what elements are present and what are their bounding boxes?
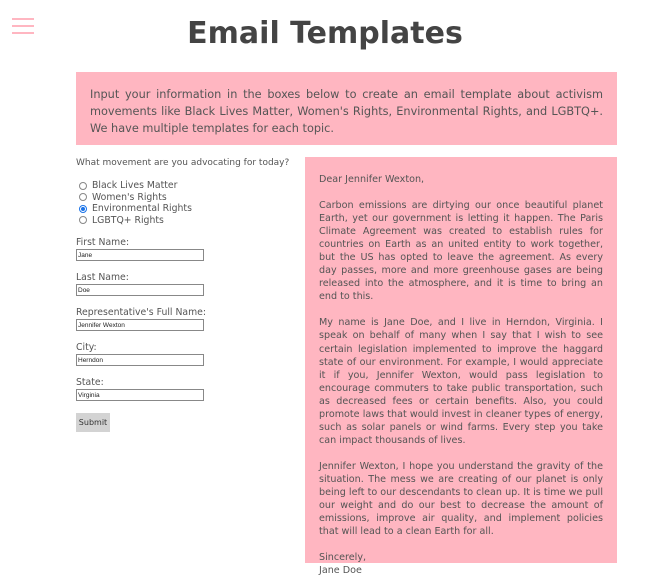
state-field [76, 377, 296, 401]
rep-name-label: Representative's Full Name: [76, 307, 207, 318]
rep-name-input[interactable] [76, 319, 204, 331]
last-name-field [76, 272, 296, 296]
movement-question: What movement are you advocating for today? [76, 158, 290, 168]
intro-banner [76, 72, 617, 145]
page-title: Email Templates [187, 16, 463, 51]
intro-text: Input your information in the boxes below to create an email template about activism movements like Black Lives Matter, Women's Rights, Environmental Rights, and LGBTQ+. We have multiple templates for each topic. [90, 88, 603, 135]
radio-option-womens-rights[interactable] [76, 192, 296, 204]
city-label: City: [76, 342, 97, 353]
radio-label: Environmental Rights [92, 203, 192, 215]
submit-button[interactable]: Submit [76, 413, 110, 432]
template-form [76, 156, 296, 432]
letter-paragraph: My name is Jane Doe, and I live in Herndon, Virginia. I speak on behalf of many when I say that I wish to see certain legislation implemented to improve the haggard state of our environment. For example, I would appreciate it if you, Jennifer Wexton, would pass legislation to encourage commuters to take public transportation, such as decreased fees or certain benefits. Also, you could promote laws that would invest in cleaner types of energy, such as solar panels or wind farms. Every step you take can impact thousands of lives. [319, 317, 603, 446]
radio-button[interactable] [79, 182, 87, 190]
first-name-input[interactable] [76, 249, 204, 261]
first-name-label: First Name: [76, 237, 130, 248]
city-input[interactable] [76, 354, 204, 366]
last-name-input[interactable] [76, 284, 204, 296]
radio-button-selected[interactable] [79, 205, 87, 213]
letter-signature: Jane Doe [319, 565, 362, 577]
radio-label: Women's Rights [92, 191, 167, 203]
radio-option-black-lives-matter[interactable] [76, 180, 296, 192]
radio-label: Black Lives Matter [92, 180, 178, 192]
state-input[interactable] [76, 389, 204, 401]
first-name-field [76, 237, 296, 261]
radio-button[interactable] [79, 193, 87, 201]
email-preview [305, 157, 617, 577]
rep-name-field [76, 307, 296, 331]
city-field [76, 342, 296, 366]
last-name-label: Last Name: [76, 272, 129, 283]
letter-paragraph: Carbon emissions are dirtying our once beautiful planet Earth, yet our government is letting it happen. The Paris Climate Agreement was created to establish rules for countries on Earth as an united entity to work together, but the US has opted to leave the agreement. As every day passes, more and more greenhouse gases are being released into the atmosphere, and it is time to bring an end to this. [319, 200, 603, 303]
letter-closing: Sincerely, [319, 552, 367, 564]
letter-greeting: Dear Jennifer Wexton, [319, 174, 425, 185]
letter-paragraph: Jennifer Wexton, I hope you understand the gravity of the situation. The mess we are creating of our planet is only being left to our descendants to clean up. It is time we pull our weight and do our best to decrease the amount of emissions, improve air quality, and implement policies that will lead to a clean Earth for all. [319, 460, 603, 538]
radio-option-environmental-rights[interactable] [76, 203, 296, 215]
radio-option-lgbtq-rights[interactable] [76, 215, 296, 227]
radio-button[interactable] [79, 216, 87, 224]
radio-label: LGBTQ+ Rights [92, 214, 164, 226]
state-label: State: [76, 377, 104, 388]
